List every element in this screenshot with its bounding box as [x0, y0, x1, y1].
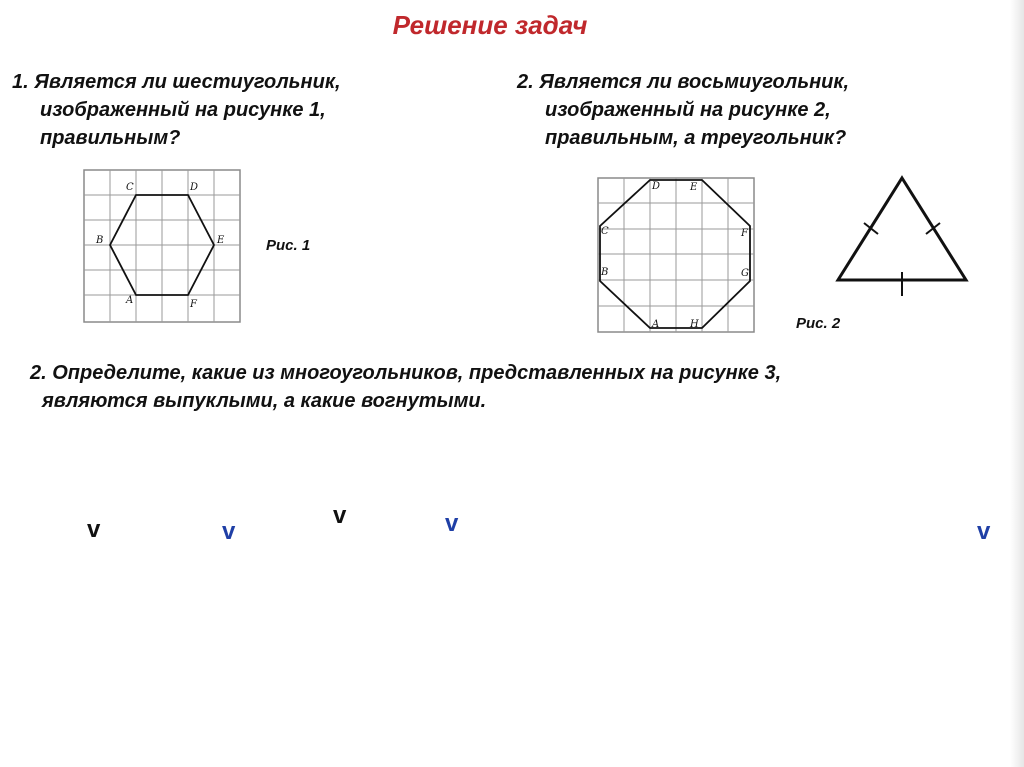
fig2-label-h: H: [690, 319, 699, 330]
fig2-label-c: C: [601, 226, 609, 237]
figure-1-caption: Рис. 1: [266, 237, 311, 254]
fig2-label-g: G: [741, 268, 749, 279]
task-1-line-2: изображенный на рисунке 1,: [40, 99, 326, 121]
fig2-label-d: D: [652, 181, 661, 192]
fig2-label-e: E: [690, 182, 698, 193]
fig1-label-f: F: [190, 299, 197, 310]
answer-mark-1: v: [87, 516, 101, 543]
task-3-line-1: 2. Определите, какие из многоугольников, представленных на рисунке 3,: [30, 362, 782, 384]
fig2-label-f: F: [741, 228, 748, 239]
task-2-line-1: 2. Является ли восьмиугольник,: [517, 71, 850, 93]
task-3-line-2: являются выпуклыми, а какие вогнутыми.: [42, 390, 487, 412]
fig1-label-d: D: [190, 182, 199, 193]
fig1-label-a: A: [126, 295, 134, 306]
answer-mark-5: v: [977, 518, 991, 545]
task-1-text: [12, 68, 341, 152]
answer-mark-4: v: [445, 510, 459, 537]
figure-2-octagon-grid: [596, 176, 756, 334]
task-2-line-3: правильным, а треугольник?: [545, 127, 847, 149]
answer-mark-3: v: [333, 502, 347, 529]
fig2-label-b: B: [601, 267, 609, 278]
figure-2-triangle: [832, 172, 972, 302]
task-1-line-3: правильным?: [40, 127, 181, 149]
fig1-label-b: B: [96, 235, 104, 246]
task-3-text: [30, 359, 781, 415]
task-1-line-1: 1. Является ли шестиугольник,: [12, 71, 341, 93]
fig1-label-c: C: [126, 182, 134, 193]
answer-mark-2: v: [222, 518, 236, 545]
fig1-label-e: E: [217, 235, 225, 246]
figure-1-hexagon-grid: [82, 168, 242, 326]
slide-title: Решение задач: [392, 10, 588, 40]
task-2-text: [517, 68, 849, 152]
figure-2-caption: Рис. 2: [796, 315, 841, 332]
slide-edge-shadow: [1010, 0, 1024, 767]
fig2-label-a: A: [652, 319, 660, 330]
task-2-line-2: изображенный на рисунке 2,: [545, 99, 831, 121]
